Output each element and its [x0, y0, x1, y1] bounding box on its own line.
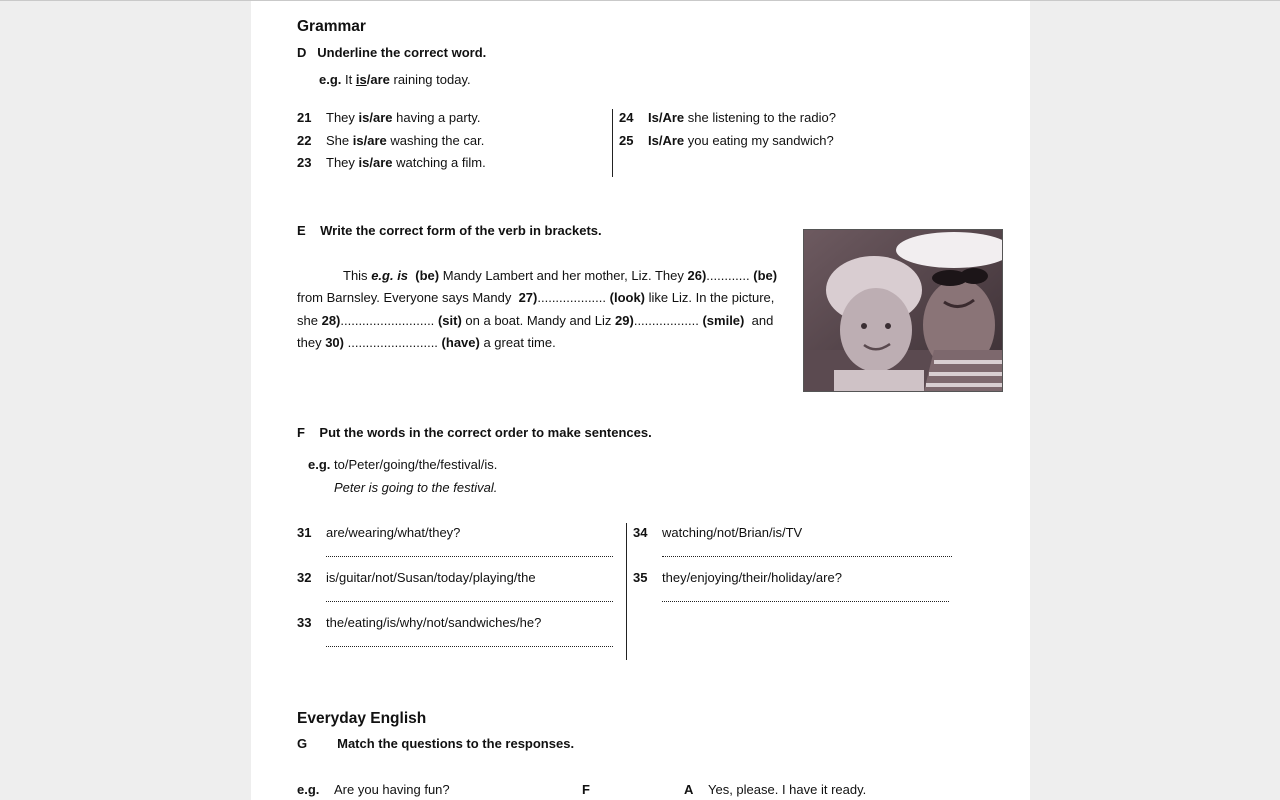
passage-text: a great time.: [483, 335, 556, 350]
response-letter: A: [684, 782, 694, 797]
verb-hint: (sit): [437, 313, 462, 328]
question-number: 35: [633, 570, 648, 585]
gap-number: 27): [518, 290, 538, 305]
question-text: the/eating/is/why/not/sandwiches/he?: [326, 615, 542, 630]
question-text: is/guitar/not/Susan/today/playing/the: [326, 570, 536, 585]
question-text: washing the car.: [390, 133, 485, 148]
example-prompt: to/Peter/going/the/festival/is.: [334, 457, 498, 472]
question-number: 23: [297, 155, 312, 170]
gap-number: 26): [687, 268, 707, 283]
exercise-f-example: [308, 457, 497, 472]
exercise-letter: G: [297, 736, 308, 751]
gap-number: 30): [325, 335, 344, 350]
passage-text: and: [751, 313, 774, 328]
question-text: They: [326, 110, 355, 125]
section-title-everyday-english: Everyday English: [297, 710, 427, 727]
question-item: [619, 110, 836, 125]
choice-text: is/are: [352, 133, 387, 148]
question-number: 25: [619, 133, 634, 148]
example-label: e.g.: [308, 457, 331, 472]
gap-number: 29): [615, 313, 634, 328]
question-text: watching a film.: [396, 155, 486, 170]
passage-text: on a boat. Mandy and Liz: [465, 313, 612, 328]
verb-hint: (smile): [702, 313, 745, 328]
section-title-grammar: Grammar: [297, 18, 366, 35]
example-text: raining today.: [393, 72, 471, 87]
example-label: e.g.: [297, 782, 320, 797]
example-text: It: [345, 72, 353, 87]
column-divider: [626, 523, 627, 660]
answer-gap[interactable]: ...................: [537, 290, 606, 305]
question-text: having a party.: [396, 110, 481, 125]
question-number: 21: [297, 110, 312, 125]
gap-fill-line: [343, 268, 777, 283]
example-answer: Peter is going to the festival.: [334, 480, 498, 495]
example-label: e.g.: [319, 72, 342, 87]
question-number: 22: [297, 133, 312, 148]
passage-text: from Barnsley. Everyone says Mandy: [297, 290, 512, 305]
choice-text: Is/Are: [648, 110, 685, 125]
question-text: they/enjoying/their/holiday/are?: [662, 570, 842, 585]
example-answer: e.g. is: [371, 268, 409, 283]
question-item: [633, 570, 842, 585]
example-question: Are you having fun?: [334, 782, 450, 797]
exercise-instruction: Underline the correct word.: [317, 45, 487, 60]
question-text: you eating my sandwich?: [687, 133, 834, 148]
question-text: she listening to the radio?: [687, 110, 836, 125]
question-item: [297, 133, 484, 148]
passage-text: like Liz. In the picture,: [648, 290, 775, 305]
mother-daughter-photo: [803, 229, 1003, 392]
choice-text: Is/Are: [648, 133, 685, 148]
question-number: 31: [297, 525, 312, 540]
exercise-letter: F: [297, 425, 305, 440]
question-item: [297, 110, 480, 125]
question-item: [297, 525, 460, 540]
question-text: watching/not/Brian/is/TV: [662, 525, 803, 540]
answer-line[interactable]: [662, 601, 949, 602]
question-item: [297, 615, 541, 630]
example-alternative: /are: [366, 72, 390, 87]
passage-text: she: [297, 313, 318, 328]
response-text: Yes, please. I have it ready.: [708, 782, 867, 797]
exercise-f-header: [297, 425, 652, 440]
document-page: [251, 1, 1030, 800]
question-item: [619, 133, 834, 148]
exercise-instruction: Write the correct form of the verb in brackets.: [320, 223, 602, 238]
question-number: 32: [297, 570, 312, 585]
answer-gap[interactable]: ..........................: [340, 313, 435, 328]
example-answer: F: [582, 782, 590, 797]
answer-line[interactable]: [326, 556, 613, 557]
gap-fill-line: [297, 335, 556, 350]
exercise-instruction: Match the questions to the responses.: [337, 736, 575, 751]
question-number: 34: [633, 525, 648, 540]
question-number: 33: [297, 615, 312, 630]
gap-fill-line: [297, 290, 774, 305]
exercise-d-header: [297, 45, 486, 60]
exercise-d-example: [319, 72, 471, 87]
exercise-letter: E: [297, 223, 306, 238]
question-text: She: [326, 133, 350, 148]
column-divider: [612, 109, 613, 177]
answer-line[interactable]: [326, 601, 613, 602]
question-item: [297, 155, 486, 170]
question-item: [633, 525, 802, 540]
question-text: They: [326, 155, 355, 170]
verb-hint: (be): [415, 268, 440, 283]
verb-hint: (have): [441, 335, 480, 350]
answer-line[interactable]: [662, 556, 952, 557]
exercise-letter: D: [297, 45, 307, 60]
gap-number: 28): [321, 313, 341, 328]
verb-hint: (be): [753, 268, 778, 283]
passage-text: they: [297, 335, 322, 350]
answer-line[interactable]: [326, 646, 613, 647]
choice-text: is/are: [358, 110, 393, 125]
answer-gap[interactable]: ..................: [633, 313, 699, 328]
example-answer: is: [355, 72, 367, 87]
passage-text: Mandy Lambert and her mother, Liz. They: [442, 268, 684, 283]
answer-gap[interactable]: ............: [706, 268, 750, 283]
response-item: [684, 782, 866, 797]
question-text: are/wearing/what/they?: [326, 525, 461, 540]
question-item: [297, 570, 536, 585]
answer-gap[interactable]: .........................: [347, 335, 438, 350]
exercise-e-header: [297, 223, 602, 238]
exercise-g-header: [297, 736, 574, 751]
verb-hint: (look): [609, 290, 646, 305]
exercise-instruction: Put the words in the correct order to make sentences.: [319, 425, 652, 440]
exercise-g-example: [297, 782, 450, 797]
question-number: 24: [619, 110, 634, 125]
photo-illustration: [804, 230, 1002, 391]
gap-fill-line: [297, 313, 773, 328]
passage-text: This: [343, 268, 368, 283]
choice-text: is/are: [358, 155, 393, 170]
